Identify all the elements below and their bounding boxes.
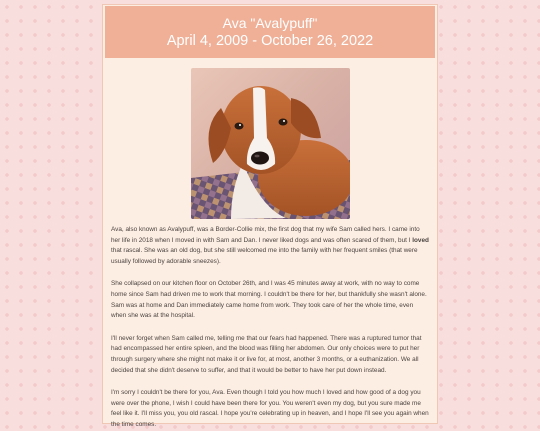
memorial-card bbox=[102, 4, 438, 428]
pet-name-heading: Ava "Avalypuff" bbox=[222, 15, 318, 31]
memorial-text bbox=[103, 219, 437, 431]
paragraph-farewell: I'm sorry I couldn't be there for you, Ava. Even though I told you how much I loved and how good of a dog you were over the phone, I wish I could have been there for you. You weren't even my dog, but you sure made me feel like it. I'll miss you, you old rascal. I hope you're celebrating up in heaven, and I hope I'll see you again when the time comes. bbox=[111, 389, 429, 428]
memorial-header bbox=[105, 6, 435, 58]
paragraph-diagnosis: I'll never forget when Sam called me, telling me that our fears had happened. There was a ruptured tumor that had encompassed her entire spleen, and the blood was filling her abdomen. Our only choices were to put her through surgery where she might not make it or live for, at most, another 3 months, or a euthanization. We all decided that she didn't deserve to suffer, and that it would be better to have her put down instead. bbox=[111, 334, 422, 374]
pet-dates-heading: April 4, 2009 - October 26, 2022 bbox=[166, 33, 374, 49]
paragraph-collapse: She collapsed on our kitchen floor on October 26th, and I was 45 minutes away at work, with no way to come home since Sam had driven me to work that morning. I couldn't be there for her, but thankfully she wasn't alone. Sam was at home and Dan immediately came home from work. They took care of her the whole time, even when she was at the hospital. bbox=[111, 280, 427, 320]
emphasis-loved: loved bbox=[412, 236, 429, 244]
paragraph-intro: Ava, also known as Avalypuff, was a Border-Collie mix, the first dog that my wife Sam called hers. I came into her life in 2018 when I moved in with Sam and Dan. I never liked dogs and was often scared of them, but I loved that rascal. She was an old dog, but she still welcomed me into the family with her frequent smiles (that were usually followed by adorable sneezes). bbox=[111, 226, 429, 265]
dog-photo bbox=[191, 68, 350, 219]
